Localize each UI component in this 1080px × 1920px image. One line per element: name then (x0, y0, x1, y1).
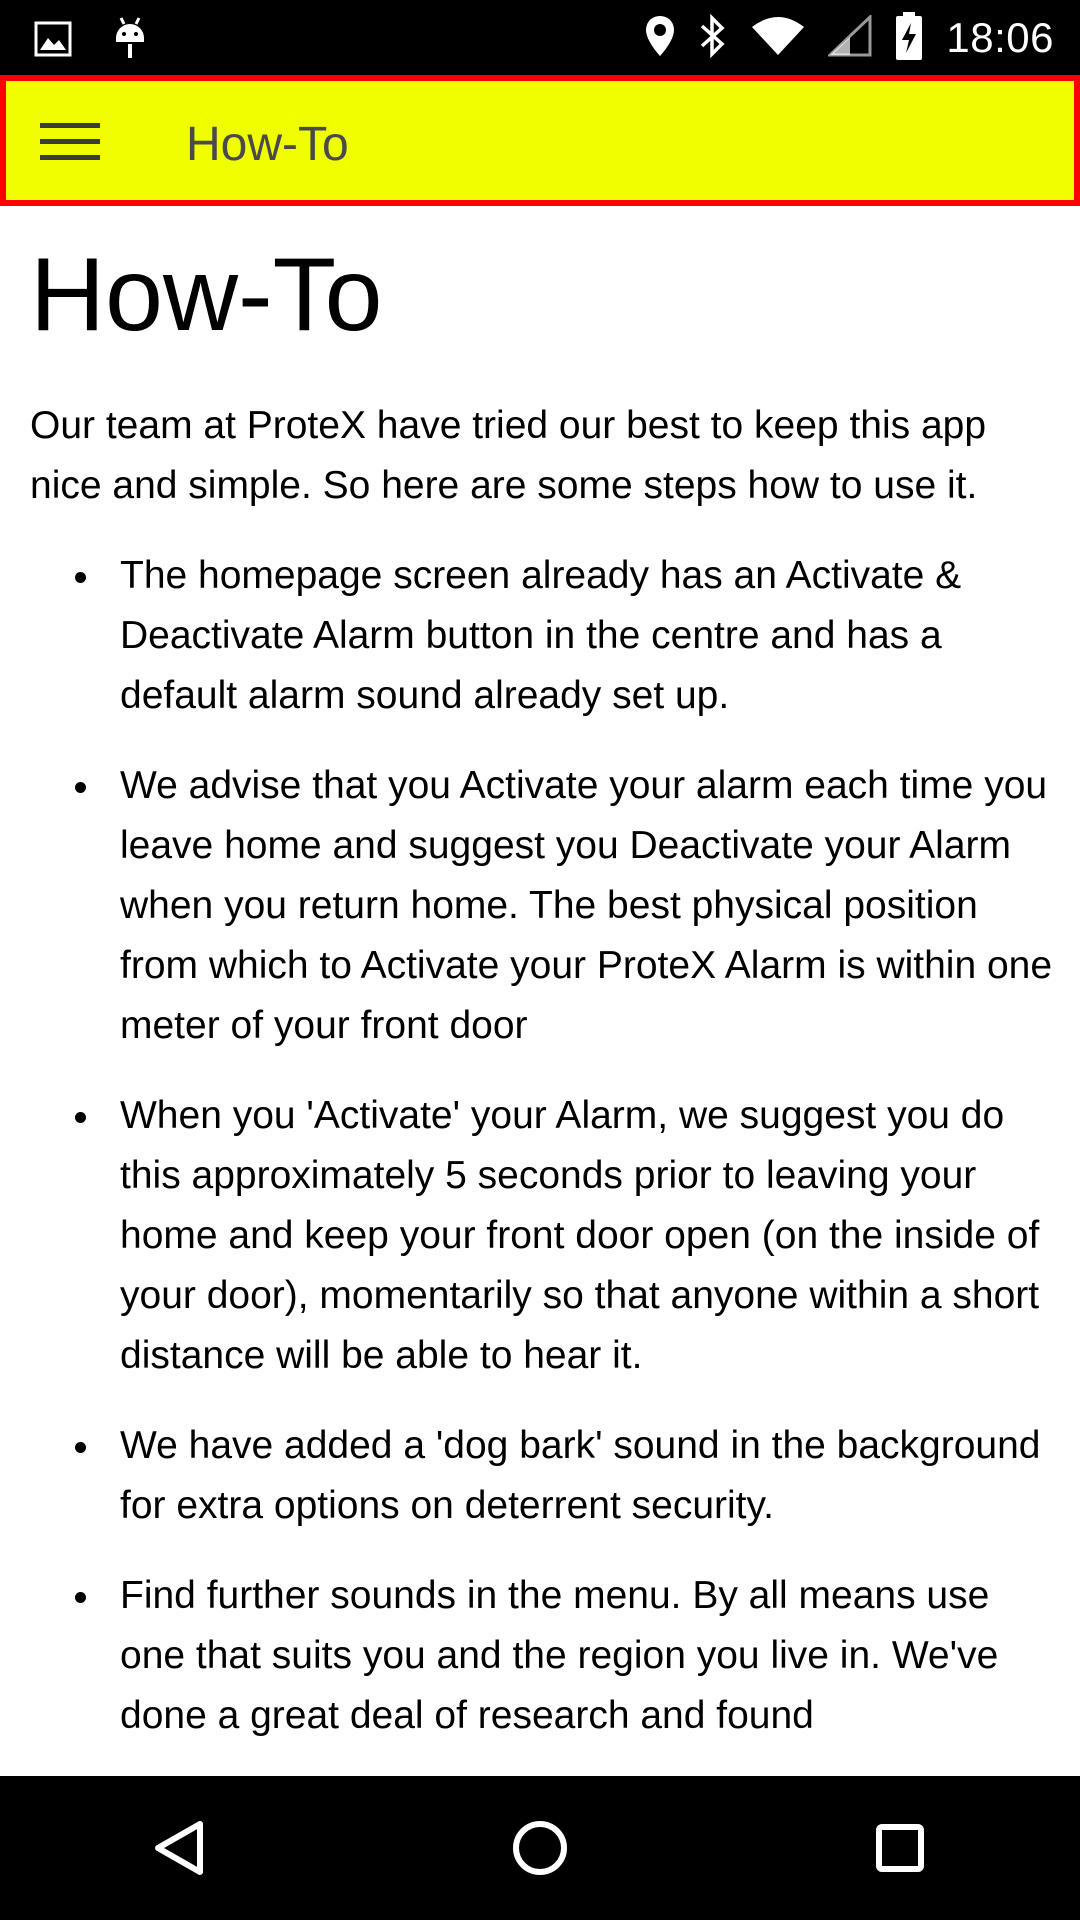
bullet-icon (75, 1442, 86, 1453)
step-text: We advise that you Activate your alarm each time you leave home and suggest you Deactivate your Alarm when you return home. The best physical position from which to Activate your ProteX Alarm is within one meter of your front door (120, 764, 1053, 1047)
image-icon (34, 20, 72, 63)
signal-icon (828, 15, 872, 62)
wifi-icon (750, 15, 806, 62)
hamburger-menu-icon[interactable] (34, 111, 106, 171)
content-scroll-area[interactable] (0, 206, 1080, 1776)
intro-paragraph: Our team at ProteX have tried our best to keep this app nice and simple. So here are some steps how to use it. (30, 404, 987, 507)
step-text: Find further sounds in the menu. By all means use one that suits you and the region you live in. We've done a great deal of research and found (120, 1574, 999, 1737)
android-icon (112, 16, 148, 67)
recents-square-icon[interactable] (840, 1788, 960, 1908)
status-bar-right (644, 12, 1054, 64)
navigation-bar (0, 1776, 1080, 1920)
list-item (0, 756, 1080, 1056)
home-circle-icon[interactable] (480, 1788, 600, 1908)
steps-list (0, 546, 1080, 1776)
bullet-icon (75, 572, 86, 583)
list-item (0, 546, 1080, 726)
bullet-icon (75, 782, 86, 793)
status-bar (0, 0, 1080, 75)
step-text: The homepage screen already has an Activate & Deactivate Alarm button in the centre and has a default alarm sound already set up. (120, 554, 962, 717)
battery-charging-icon (894, 11, 924, 66)
list-item (0, 1566, 1080, 1746)
app-bar-title: How-To (186, 118, 349, 171)
location-icon (644, 14, 676, 63)
back-triangle-icon[interactable] (120, 1788, 240, 1908)
status-bar-left (34, 16, 148, 67)
bullet-icon (75, 1592, 86, 1603)
step-text: When you 'Activate' your Alarm, we suggest you do this approximately 5 seconds prior to leaving your home and keep your front door open (on the inside of your door), momentarily so that anyone within a short distance will be able to hear it. (120, 1094, 1040, 1377)
bullet-icon (75, 1112, 86, 1123)
step-text: We have added a 'dog bark' sound in the background for extra options on deterrent security. (120, 1424, 1041, 1527)
list-item (0, 1086, 1080, 1386)
app-bar (0, 75, 1080, 206)
page-title: How-To (30, 237, 383, 353)
bluetooth-icon (698, 13, 728, 64)
status-time: 18:06 (946, 14, 1054, 61)
list-item (0, 1416, 1080, 1536)
